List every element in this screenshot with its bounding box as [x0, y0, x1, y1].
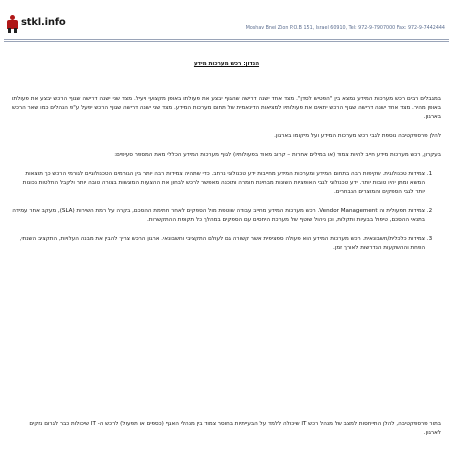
list-item: 3. צמידות כלכלית/חשבונאית. רכש מערכות המידע הוא פעולה ספציפית אשר קשורה גם לעולם התקציבי וחשבונאי. ארגון הרכש צריך להבין את מבנה העלויות, התקציב השנתי, הפחת וההשקעות הנדרשות לאורך זמן. — [12, 235, 425, 253]
letter-subject: הנדון: רכש מערכות מידע — [193, 61, 260, 67]
closing-paragraph: בתור פרספקטיבה, להלן התייחסות למצב של מנהל רכש IT שיכולה ללמד על הבעייתיות בחוסר צמוד בין מנהלי האגף (כספים או תפעול) לרכש ה- IT שיכולות כבר לגרום נזקים לארגון. — [29, 421, 441, 436]
company-logo — [4, 13, 66, 37]
list-item: 2. צמידות תפעולית וה Vendor Management. רכש מערכות המידע מחייב עבודה שוטפת מול הספקים לאחר חתימת ההסכם, בקרה על רמת השירות (SLA), מעקב אחר עמידה בתנאי ההסכם, טיפול בבעיות ותקלות, וכן ניהול שוטף של מערכת היחסים עם הספקים במהלך כל תקופת ההתקשרות. — [12, 207, 425, 225]
list-item: 1. צמידות טכנולוגית. שקיפות רבה בתחום המידע ומערכות המידע מחייבות ידע טכנולוגי נרחב. כדי שתהיה צמידות רבה יותר בין הגורמים הטכנולוגיים לגורמי הרכש כך תוצאות המשא ומתן יהיו טובות יותר. ידע טכנולוגי לגבי האופציות השונות מבחינת חומרה ותוכנה מאפשר לרכש לבחון את ההצעות המוגשות בצורה טובה יותר ולקבל החלטות נכונות יותר לגבי הספקים והמוצרים הנבחרים. — [12, 170, 425, 197]
paragraph: בעקרון, רכש מערכות מידע חייב להיות צמוד (או במילים אחרות – קרוב מאוד בפעולותיו) לגוף מערכות המידע הכללי מאת המספר סעיפים: — [114, 152, 441, 158]
letter-body — [12, 60, 441, 263]
paragraph: במגבלים רבים רכש מערכות המידע נמצא בין "הפטיש לסדן". מצד אחד ישנה דרישה שהגוף יבצע את פעולתו באופן מקצועי ויעיל. מצד שני ישנה דרישה שגוף הרכש יבצע את פעולתו באופן מהיר. מצד אחד ישנה דרישה שגוף הרכש יתאים את פעולותיו למציאות הדינאמית של תחום מערכות המידע. מצד שני ישנה דרישה שגוף הרכש יפעל ע"פ הנהלים כמו שאר הרכש בארגון. — [12, 96, 441, 120]
numbered-list — [12, 170, 441, 253]
logo-person-icon — [6, 15, 19, 32]
header-divider-secondary — [4, 41, 449, 42]
logo-text: stkl.info — [21, 17, 66, 28]
paragraph: להלן פרספקטיבה נוספת לגבי רכש מערכות המידע ועל מיקומו בארגון. — [274, 133, 441, 139]
header-divider — [4, 39, 449, 40]
company-address: Moshav Bnei Zion P.O.B 151, Israel 60910, Tel: 972-9-7907000 Fax: 972-9-7442444 — [245, 26, 445, 31]
